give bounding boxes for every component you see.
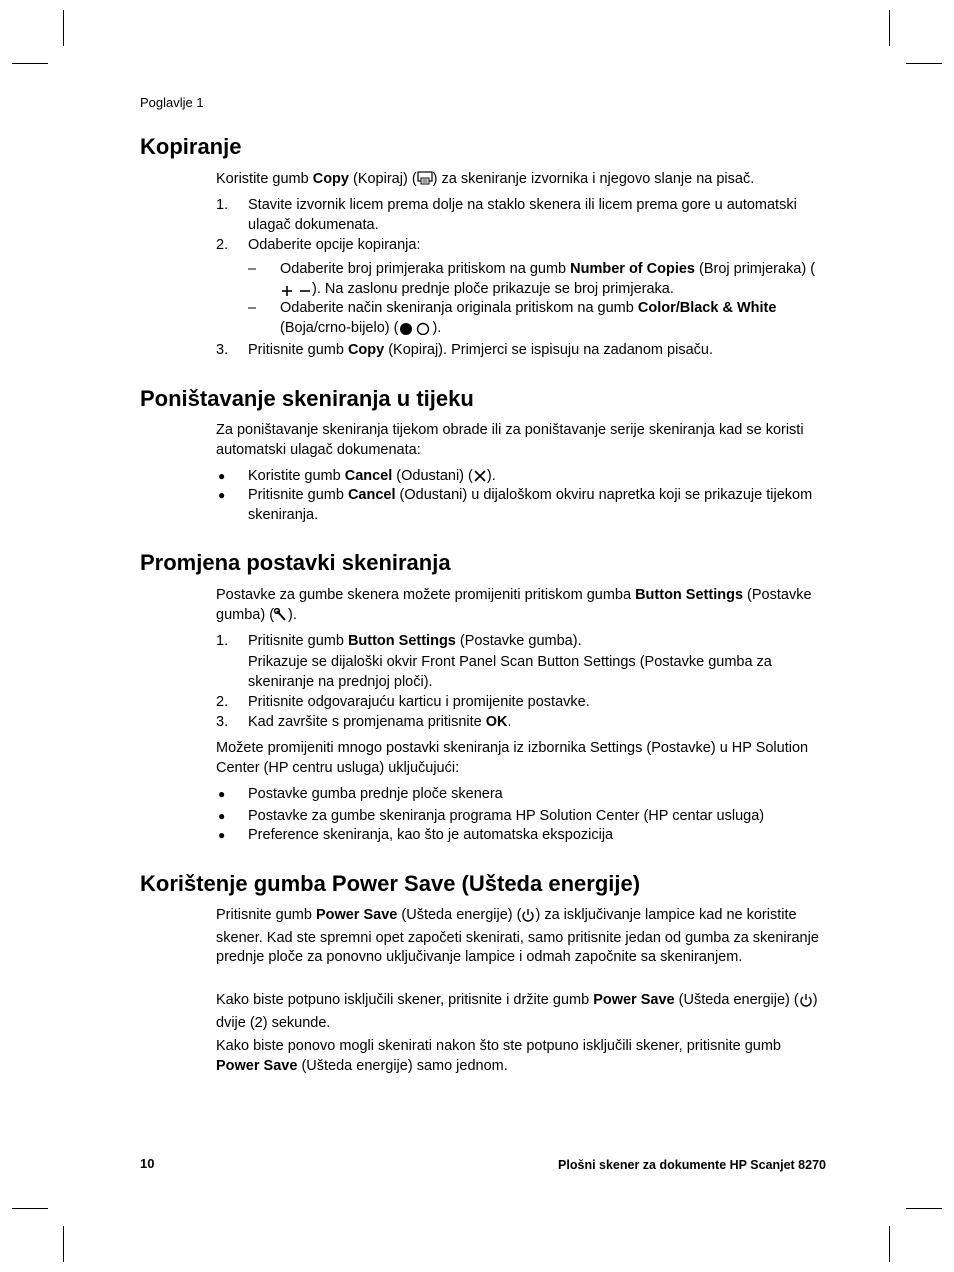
settings-intro: Postavke za gumbe skenera možete promijeniti pritiskom gumba Button Settings (Postavke gumba) ( ).: [216, 586, 826, 628]
step-number: 1.: [216, 197, 229, 213]
settings-step-3: Kad završite s promjenama pritisnite OK.: [248, 714, 512, 730]
settings-step-1-detail: Prikazuje se dijaloški okvir Front Panel Scan Button Settings (Postavke gumba za skeniranje na prednjoj ploči).: [248, 654, 772, 690]
settings-step-2: Pritisnite odgovarajuću karticu i promijenite postavke.: [248, 694, 590, 710]
crop-mark: [12, 1208, 48, 1209]
settings-step-1: Pritisnite gumb Button Settings (Postavke gumba).: [248, 633, 582, 649]
bullet-marker: ●: [218, 469, 226, 483]
copy-intro: Koristite gumb Copy (Kopiraj) ( ) za skeniranje izvornika i njegovo slanje na pisač.: [216, 170, 826, 193]
copy-substep-copies: Odaberite broj primjeraka pritiskom na gumb Number of Copies (Broj primjeraka) (). Na zaslonu prednje ploče prikazuje se broj primjeraka.: [280, 260, 828, 302]
power-save-para-3: Kako biste ponovo mogli skenirati nakon što ste potpuno isključili skener, pritisnite gumb Power Save (Ušteda energije) samo jednom.: [216, 1038, 781, 1074]
section-title-kopiranje: Kopiranje: [140, 134, 242, 159]
power-save-para-1: Pritisnite gumb Power Save (Ušteda energije) ( ) za isključivanje lampice kad ne koristite skener. Kad ste spremni opet započeti skenirati, samo pritisnite jedan od gumba za skeniranje prednje ploče za ponovno uključivanje lampice i odmah započnite sa skeniranjem.: [216, 907, 819, 965]
dash-marker: –: [248, 261, 257, 277]
crop-mark: [12, 63, 48, 64]
bullet-marker: ●: [218, 828, 226, 842]
chapter-label: Poglavlje 1: [140, 95, 204, 110]
crop-mark: [63, 1226, 64, 1262]
cancel-intro: Za poništavanje skeniranja tijekom obrade ili za poništavanje serije skeniranja kad se koristi automatski ulagač dokumenata:: [216, 422, 804, 458]
step-number: 3.: [216, 714, 229, 730]
crop-mark: [906, 63, 942, 64]
settings-bullet-1: Postavke gumba prednje ploče skenera: [248, 786, 503, 802]
step-number: 2.: [216, 694, 229, 710]
copy-step-3: Pritisnite gumb Copy (Kopiraj). Primjerci se ispisuju na zadanom pisaču.: [248, 342, 713, 358]
power-icon: [521, 908, 535, 929]
section-title-cancel: Poništavanje skeniranja u tijeku: [140, 386, 474, 411]
page-number: 10: [140, 1156, 155, 1171]
copy-step-1: Stavite izvornik licem prema dolje na staklo skenera ili licem prema gore u automatski ulagač dokumenata.: [248, 197, 797, 233]
crop-mark: [889, 10, 890, 46]
power-save-para-2: Kako biste potpuno isključili skener, pritisnite i držite gumb Power Save (Ušteda energije) ( ) dvije (2) sekunde.: [216, 992, 818, 1031]
copy-icon: [417, 171, 433, 193]
bullet-marker: ●: [218, 809, 226, 823]
crop-mark: [906, 1208, 942, 1209]
section-title-settings: Promjena postavki skeniranja: [140, 550, 451, 575]
color-bw-icon: [398, 321, 432, 342]
footer-title: Plošni skener za dokumente HP Scanjet 8270: [558, 1158, 826, 1172]
copy-substep-color: Odaberite način skeniranja originala pritiskom na gumb Color/Black & White (Boja/crno-bijelo) ( ).: [280, 299, 828, 341]
settings-bullet-3: Preference skeniranja, kao što je automatska ekspozicija: [248, 827, 614, 843]
dash-marker: –: [248, 300, 257, 316]
crop-mark: [63, 10, 64, 46]
settings-para: Možete promijeniti mnogo postavki skeniranja iz izbornika Settings (Postavke) u HP Solution Center (HP centru usluga) uključujući:: [216, 740, 809, 776]
bullet-marker: ●: [218, 488, 226, 502]
settings-bullet-2: Postavke za gumbe skeniranja programa HP Solution Center (HP centar usluga): [248, 808, 765, 824]
power-icon: [799, 993, 813, 1014]
step-number: 1.: [216, 633, 229, 649]
copy-step-2: Odaberite opcije kopiranja:: [248, 237, 421, 253]
crop-mark: [889, 1226, 890, 1262]
step-number: 3.: [216, 342, 229, 358]
cancel-bullet-2: Pritisnite gumb Cancel (Odustani) u dijaloškom okviru napretka koji se prikazuje tijekom skeniranja.: [248, 487, 813, 523]
cancel-bullet-1: Koristite gumb Cancel (Odustani) ( ).: [248, 467, 828, 490]
wrench-icon: [274, 608, 288, 629]
step-number: 2.: [216, 237, 229, 253]
section-title-power-save: Korištenje gumba Power Save (Ušteda energije): [140, 871, 641, 896]
bullet-marker: ●: [218, 787, 226, 801]
